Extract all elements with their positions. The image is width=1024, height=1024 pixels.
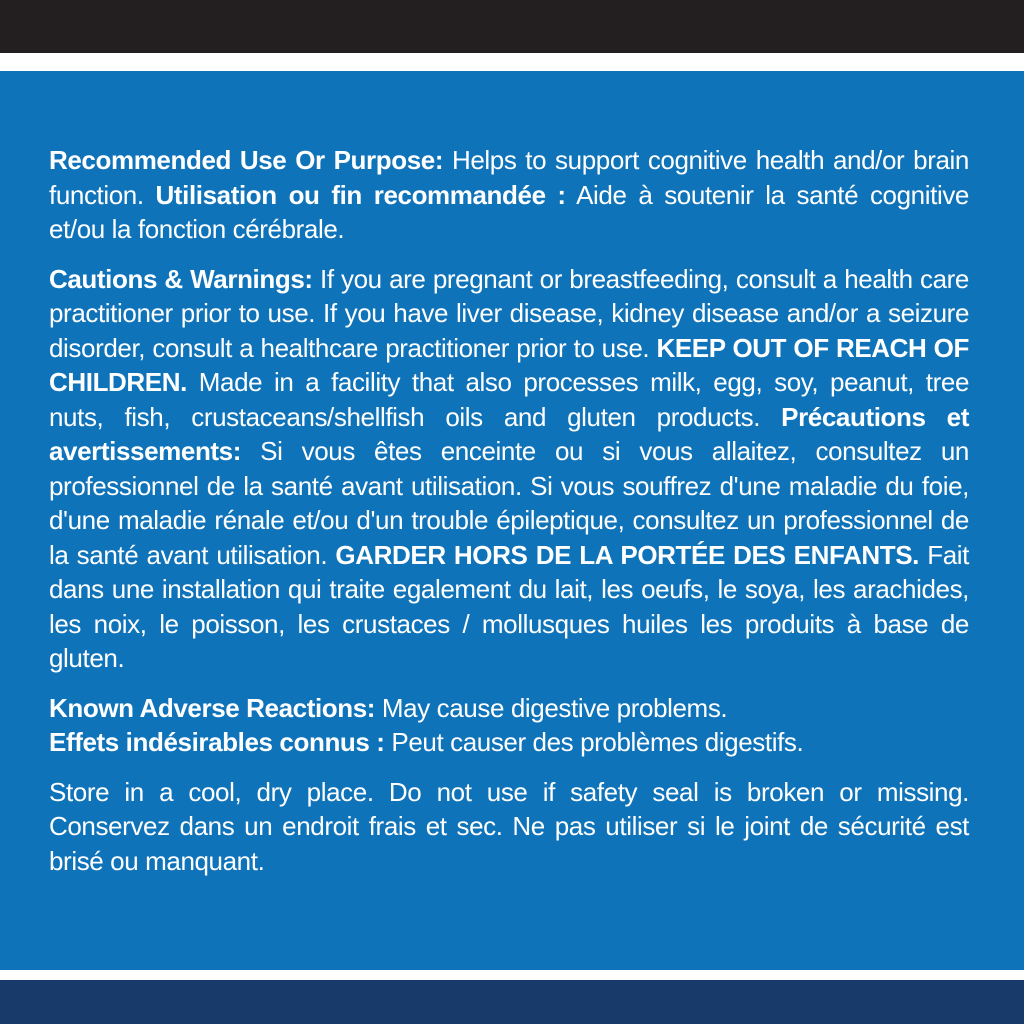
bottom-navy-bar bbox=[0, 980, 1024, 1024]
allergen-statement-en: Made in a facility that also processes milk, egg, soy, peanut, tree nuts, fish, crustaceans/shellfish oils and gluten products. bbox=[49, 367, 969, 432]
cautions-heading-en: Cautions & Warnings: bbox=[49, 263, 313, 294]
recommended-use-heading-en: Recommended Use Or Purpose: bbox=[49, 145, 444, 175]
top-dark-bar bbox=[0, 0, 1024, 53]
adverse-text-en: May cause digestive problems. bbox=[375, 692, 728, 723]
keep-out-of-reach-warning-fr: GARDER HORS DE LA PORTÉE DES ENFANTS. bbox=[335, 539, 919, 570]
cautions-text-en: If you are pregnant or breastfeeding, consult a health care practitioner prior to use. If you have liver disease, kidney disease and/or a seizure disorder, consult a healthcare practitioner prior to use. bbox=[49, 263, 969, 363]
storage-paragraph bbox=[49, 775, 969, 879]
keep-out-of-reach-warning: KEEP OUT OF REACH OF CHILDREN. bbox=[49, 332, 969, 397]
adverse-text-fr: Peut causer des problèmes digestifs. bbox=[384, 727, 804, 757]
cautions-heading-fr: Précautions et avertissements: bbox=[49, 401, 969, 466]
recommended-use-text-fr: Aide à soutenir la santé cognitive et/ou la fonction cérébrale. bbox=[49, 179, 969, 244]
recommended-use-text-en: Helps to support cognitive health and/or brain function. bbox=[49, 145, 969, 210]
recommended-use-heading-fr: Utilisation ou fin recommandée : bbox=[155, 179, 566, 210]
adverse-reactions-paragraph bbox=[49, 691, 969, 760]
cautions-text-fr: Si vous êtes enceinte ou si vous allaitez, consultez un professionnel de la santé avant utilisation. Si vous souffrez d'une maladie du foie, d'une maladie rénale et/ou d'un trouble épileptique, consultez un professionnel de la santé avant utilisation. bbox=[49, 436, 969, 570]
cautions-paragraph bbox=[49, 262, 969, 676]
storage-text-en: Store in a cool, dry place. Do not use if safety seal is broken or missing. bbox=[49, 776, 969, 807]
label-info-panel bbox=[0, 71, 1024, 970]
allergen-statement-fr: Fait dans une installation qui traite egalement du lait, les oeufs, le soya, les arachides, les noix, le poisson, les crustaces / mollusques huiles les produits à base de gluten. bbox=[49, 539, 969, 673]
adverse-heading-en: Known Adverse Reactions: bbox=[49, 692, 376, 723]
recommended-use-paragraph bbox=[49, 143, 969, 247]
storage-text-fr: Conservez dans un endroit frais et sec. Ne pas utiliser si le joint de sécurité est brisé ou manquant. bbox=[49, 811, 969, 876]
adverse-heading-fr: Effets indésirables connus : bbox=[49, 727, 385, 757]
